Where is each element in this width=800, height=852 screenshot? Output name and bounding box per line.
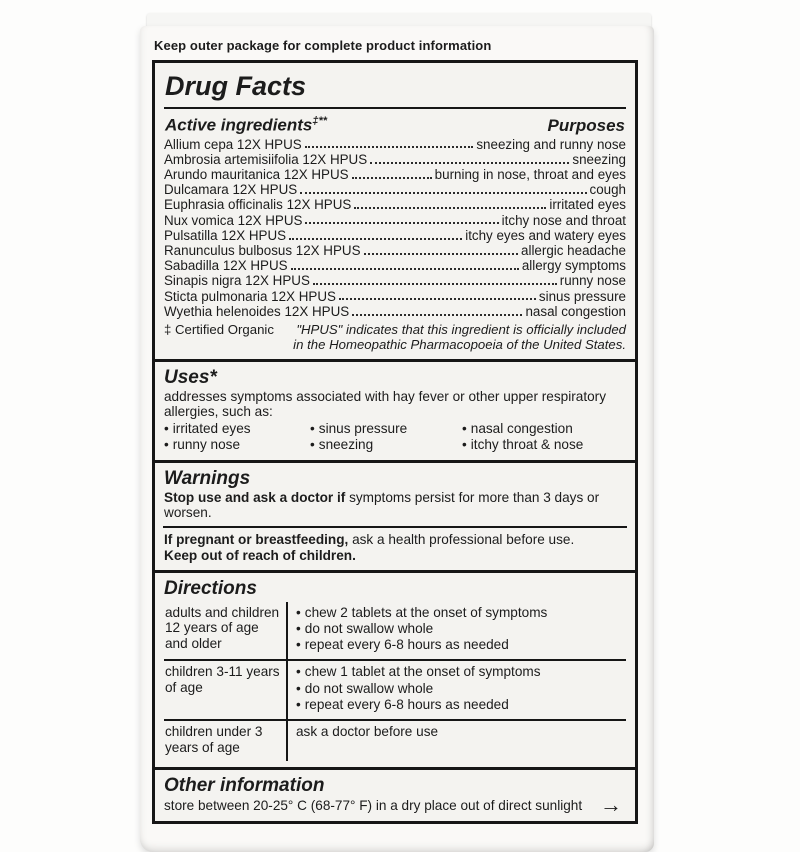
- dotted-leader: [313, 283, 557, 285]
- ingredient-row: [164, 289, 626, 304]
- bullet-icon: •: [296, 664, 301, 680]
- directions-age-group: children under 3 years of age: [165, 723, 263, 755]
- symptom-label: sneezing: [318, 437, 374, 453]
- ingredient-row: [164, 304, 626, 319]
- ingredient-name: Nux vomica 12X HPUS: [164, 212, 303, 228]
- symptom-label: runny nose: [172, 437, 241, 453]
- ingredient-name: Sabadilla 12X HPUS: [164, 258, 288, 274]
- uses-column: [462, 421, 626, 453]
- ingredient-name: Pulsatilla 12X HPUS: [164, 227, 287, 243]
- uses-column: [310, 421, 462, 453]
- right-arrow-icon: →: [600, 792, 622, 818]
- bullet-icon: •: [310, 421, 315, 437]
- dotted-leader: [291, 268, 519, 270]
- ingredient-purpose: allergy symptoms: [521, 258, 626, 274]
- dotted-leader: [305, 222, 498, 224]
- symptom-item: [462, 437, 626, 453]
- bullet-icon: •: [462, 437, 467, 453]
- ingredient-purpose: irritated eyes: [549, 197, 626, 213]
- drug-facts-title: Drug Facts: [164, 69, 626, 109]
- instruction-item: [296, 664, 624, 680]
- ingredients-list: [164, 137, 626, 319]
- ingredient-purpose: itchy nose and throat: [501, 212, 626, 228]
- ingredient-name: Arundo mauritanica 12X HPUS: [164, 167, 349, 183]
- ingredient-row: [164, 213, 626, 228]
- bullet-icon: •: [296, 604, 301, 620]
- directions-instructions: [286, 602, 626, 660]
- active-ingredients-section: [155, 109, 635, 359]
- directions-table: [164, 602, 626, 761]
- instruction-item: [296, 697, 624, 713]
- uses-section: [155, 359, 635, 460]
- uses-heading: Uses*: [164, 366, 217, 388]
- purposes-heading: Purposes: [547, 115, 625, 135]
- instruction-text: chew 1 tablet at the onset of symptoms: [304, 664, 541, 680]
- symptom-item: [164, 437, 310, 453]
- bullet-icon: •: [310, 437, 315, 453]
- ingredient-name: Allium cepa 12X HPUS: [164, 136, 302, 152]
- directions-age-group: children 3-11 years of age: [165, 664, 280, 695]
- ingredient-row: [164, 273, 626, 288]
- warnings-heading: Warnings: [164, 467, 251, 489]
- ingredient-row: [164, 258, 626, 273]
- symptom-item: [164, 421, 310, 437]
- bullet-icon: •: [164, 421, 169, 437]
- ingredient-row: [164, 167, 626, 182]
- ingredient-purpose: nasal congestion: [525, 303, 626, 319]
- ingredient-purpose: burning in nose, throat and eyes: [434, 167, 626, 183]
- active-ingredients-heading: Active ingredients‡**: [165, 115, 328, 135]
- hpus-definition: "HPUS" indicates that this ingredient is officially included in the Homeopathic Pharmacopoeia of the United States.: [293, 322, 626, 353]
- instruction-text: repeat every 6-8 hours as needed: [304, 696, 509, 712]
- dotted-leader: [339, 298, 536, 300]
- certified-organic-note: ‡ Certified Organic: [164, 322, 274, 338]
- symptom-item: [310, 421, 462, 437]
- bullet-icon: •: [164, 437, 169, 453]
- instruction-item: [296, 681, 624, 697]
- ingredient-row: [164, 137, 626, 152]
- dotted-leader: [352, 177, 432, 179]
- ingredient-row: [164, 152, 626, 167]
- pregnancy-warning: If pregnant or breastfeeding, ask a health professional before use.: [164, 532, 575, 548]
- ingredient-row: [164, 228, 626, 243]
- keep-outer-package-note: Keep outer package for complete product information: [154, 38, 492, 53]
- active-ingredients-header: [164, 109, 626, 137]
- symptom-item: [310, 437, 462, 453]
- ingredient-purpose: sneezing and runny nose: [476, 136, 626, 152]
- ingredient-purpose: cough: [589, 182, 626, 198]
- other-information-section: [155, 767, 635, 821]
- drug-facts-title-section: [155, 63, 635, 109]
- warnings-divider: [163, 526, 627, 528]
- instruction-text: repeat every 6-8 hours as needed: [304, 637, 509, 653]
- symptom-item: [462, 421, 626, 437]
- instruction-item: [296, 605, 624, 621]
- ingredient-purpose: allergic headache: [521, 243, 626, 259]
- symptom-label: nasal congestion: [470, 421, 573, 437]
- symptom-label: sinus pressure: [318, 421, 408, 437]
- instruction-text: do not swallow whole: [304, 620, 434, 636]
- ingredient-name: Euphrasia officinalis 12X HPUS: [164, 197, 352, 213]
- symptom-label: itchy throat & nose: [470, 437, 584, 453]
- dotted-leader: [352, 314, 522, 316]
- directions-section: [155, 570, 635, 767]
- instruction-text: chew 2 tablets at the onset of symptoms: [304, 604, 548, 620]
- ingredient-name: Wyethia helenoides 12X HPUS: [164, 303, 350, 319]
- ingredient-name: Ambrosia artemisiifolia 12X HPUS: [164, 151, 368, 167]
- dotted-leader: [370, 162, 569, 164]
- ingredient-row: [164, 182, 626, 197]
- ingredient-purpose: runny nose: [559, 273, 626, 289]
- storage-instructions: store between 20-25° C (68-77° F) in a dry place out of direct sunlight: [164, 798, 583, 814]
- instruction-text: ask a doctor before use: [296, 723, 439, 739]
- directions-heading: Directions: [164, 577, 257, 599]
- instruction-text: do not swallow whole: [304, 680, 434, 696]
- bullet-icon: •: [296, 696, 301, 712]
- ingredient-name: Dulcamara 12X HPUS: [164, 182, 298, 198]
- bullet-icon: •: [296, 637, 301, 653]
- uses-symptom-columns: [164, 421, 626, 453]
- instruction-item: [296, 637, 624, 653]
- drug-facts-box: [152, 60, 638, 824]
- bullet-icon: •: [462, 421, 467, 437]
- directions-age-group: adults and children 12 years of age and older: [165, 604, 280, 651]
- ingredients-footnote: [164, 322, 626, 352]
- ingredient-row: [164, 243, 626, 258]
- uses-intro: addresses symptoms associated with hay fever or other upper respiratory allergies, such as:: [164, 388, 606, 420]
- ingredient-purpose: sinus pressure: [538, 288, 626, 304]
- other-information-heading: Other information: [164, 775, 325, 797]
- product-package: [140, 26, 654, 852]
- ingredient-name: Ranunculus bulbosus 12X HPUS: [164, 243, 361, 259]
- uses-column: [164, 421, 310, 453]
- dotted-leader: [300, 192, 586, 194]
- ingredient-purpose: sneezing: [572, 151, 626, 167]
- bullet-icon: •: [296, 620, 301, 636]
- instruction-item: [296, 621, 624, 637]
- stop-use-warning: Stop use and ask a doctor if symptoms persist for more than 3 days or worsen.: [164, 489, 600, 521]
- footnote-markers: ‡**: [312, 115, 328, 127]
- directions-instructions: [286, 721, 626, 761]
- dotted-leader: [354, 207, 546, 209]
- keep-out-of-reach-warning: Keep out of reach of children.: [164, 547, 356, 563]
- symptom-label: irritated eyes: [172, 421, 251, 437]
- bullet-icon: •: [296, 680, 301, 696]
- dotted-leader: [364, 253, 519, 255]
- ingredient-purpose: itchy eyes and watery eyes: [465, 227, 626, 243]
- ingredient-row: [164, 197, 626, 212]
- dotted-leader: [289, 238, 462, 240]
- ingredient-name: Sinapis nigra 12X HPUS: [164, 273, 310, 289]
- warnings-section: [155, 460, 635, 570]
- dotted-leader: [305, 146, 474, 148]
- ingredient-name: Sticta pulmonaria 12X HPUS: [164, 288, 336, 304]
- directions-instructions: [286, 661, 626, 719]
- instruction-item: [296, 724, 624, 740]
